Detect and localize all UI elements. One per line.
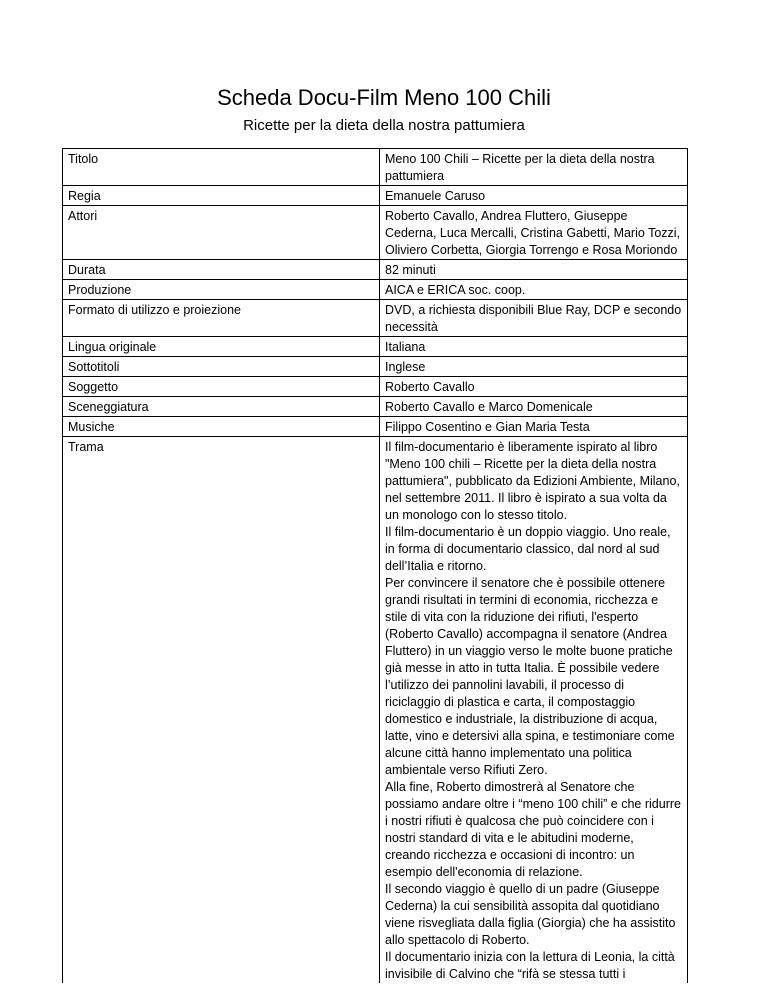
row-label-attori: Attori	[63, 206, 380, 260]
row-value-soggetto: Roberto Cavallo	[380, 377, 688, 397]
row-label-sottotitoli: Sottotitoli	[63, 357, 380, 377]
row-value-regia: Emanuele Caruso	[380, 186, 688, 206]
row-label-soggetto: Soggetto	[63, 377, 380, 397]
trama-paragraph: Per convincere il senatore che è possibile ottenere grandi risultati in termini di economia, ricchezza e stile di vita con la riduzione dei rifiuti, l'esperto (Roberto Cavallo) accompagna il senatore (Andrea Fluttero) in un viaggio verso le molte buone pratiche già messe in atto in tutta Italia. È possibile vedere l’utilizzo dei pannolini lavabili, il processo di riciclaggio di plastica e carta, il compostaggio domestico e industriale, la distribuzione di acqua, latte, vino e detersivi alla spina, e testimoniare come alcune città hanno implementato una politica ambientale verso Rifiuti Zero.	[385, 576, 675, 777]
table-row	[63, 377, 688, 397]
trama-paragraph: Il secondo viaggio è quello di un padre (Giuseppe Cederna) la cui sensibilità assopita dal quotidiano viene risvegliata dalla figlia (Giorgia) che ha assistito allo spettacolo di Roberto.	[385, 882, 676, 947]
document-title: Scheda Docu-Film Meno 100 Chili	[217, 85, 551, 110]
table-row	[63, 437, 688, 984]
film-info-table	[62, 148, 688, 983]
row-value-lingua: Italiana	[380, 337, 688, 357]
row-value-titolo: Meno 100 Chili – Ricette per la dieta della nostra pattumiera	[380, 149, 688, 186]
row-label-titolo: Titolo	[63, 149, 380, 186]
row-label-lingua: Lingua originale	[63, 337, 380, 357]
trama-paragraph: Alla fine, Roberto dimostrerà al Senatore che possiamo andare oltre i “meno 100 chili” e che ridurre i nostri rifiuti è qualcosa che può coincidere con i nostri standard di vita e le abitudini moderne, creando ricchezza e occasioni di incontro: un esempio dell'economia di relazione.	[385, 780, 681, 879]
row-value-durata: 82 minuti	[380, 260, 688, 280]
row-value-musiche: Filippo Cosentino e Gian Maria Testa	[380, 417, 688, 437]
table-row	[63, 280, 688, 300]
table-row	[63, 260, 688, 280]
table-row	[63, 206, 688, 260]
row-value-attori: Roberto Cavallo, Andrea Fluttero, Giuseppe Cederna, Luca Mercalli, Cristina Gabetti, Mario Tozzi, Oliviero Corbetta, Giorgia Torrengo e Rosa Moriondo	[380, 206, 688, 260]
row-label-formato: Formato di utilizzo e proiezione	[63, 300, 380, 337]
table-row	[63, 186, 688, 206]
row-value-trama	[380, 437, 688, 984]
table-row	[63, 337, 688, 357]
row-label-produzione: Produzione	[63, 280, 380, 300]
table-row	[63, 417, 688, 437]
row-value-produzione: AICA e ERICA soc. coop.	[380, 280, 688, 300]
trama-paragraph: Il film-documentario è un doppio viaggio. Uno reale, in forma di documentario classico, dal nord al sud dell’Italia e ritorno.	[385, 525, 671, 573]
row-label-trama: Trama	[63, 437, 380, 984]
row-value-sottotitoli: Inglese	[380, 357, 688, 377]
trama-paragraph: Il documentario inizia con la lettura di Leonia, la città invisibile di Calvino che “rifà se stessa tutti i	[385, 950, 675, 981]
document-subtitle: Ricette per la dieta della nostra pattumiera	[243, 117, 525, 134]
row-value-formato: DVD, a richiesta disponibili Blue Ray, DCP e secondo necessità	[380, 300, 688, 337]
row-value-sceneggiatura: Roberto Cavallo e Marco Domenicale	[380, 397, 688, 417]
table-row	[63, 397, 688, 417]
trama-paragraph: Il film-documentario è liberamente ispirato al libro "Meno 100 chili – Ricette per la dieta della nostra pattumiera", pubblicato da Edizioni Ambiente, Milano, nel settembre 2011. Il libro è ispirato a sua volta da un monologo con lo stesso titolo.	[385, 440, 680, 522]
table-row	[63, 357, 688, 377]
row-label-durata: Durata	[63, 260, 380, 280]
table-row	[63, 300, 688, 337]
row-label-regia: Regia	[63, 186, 380, 206]
row-label-sceneggiatura: Sceneggiatura	[63, 397, 380, 417]
table-row	[63, 149, 688, 186]
row-label-musiche: Musiche	[63, 417, 380, 437]
